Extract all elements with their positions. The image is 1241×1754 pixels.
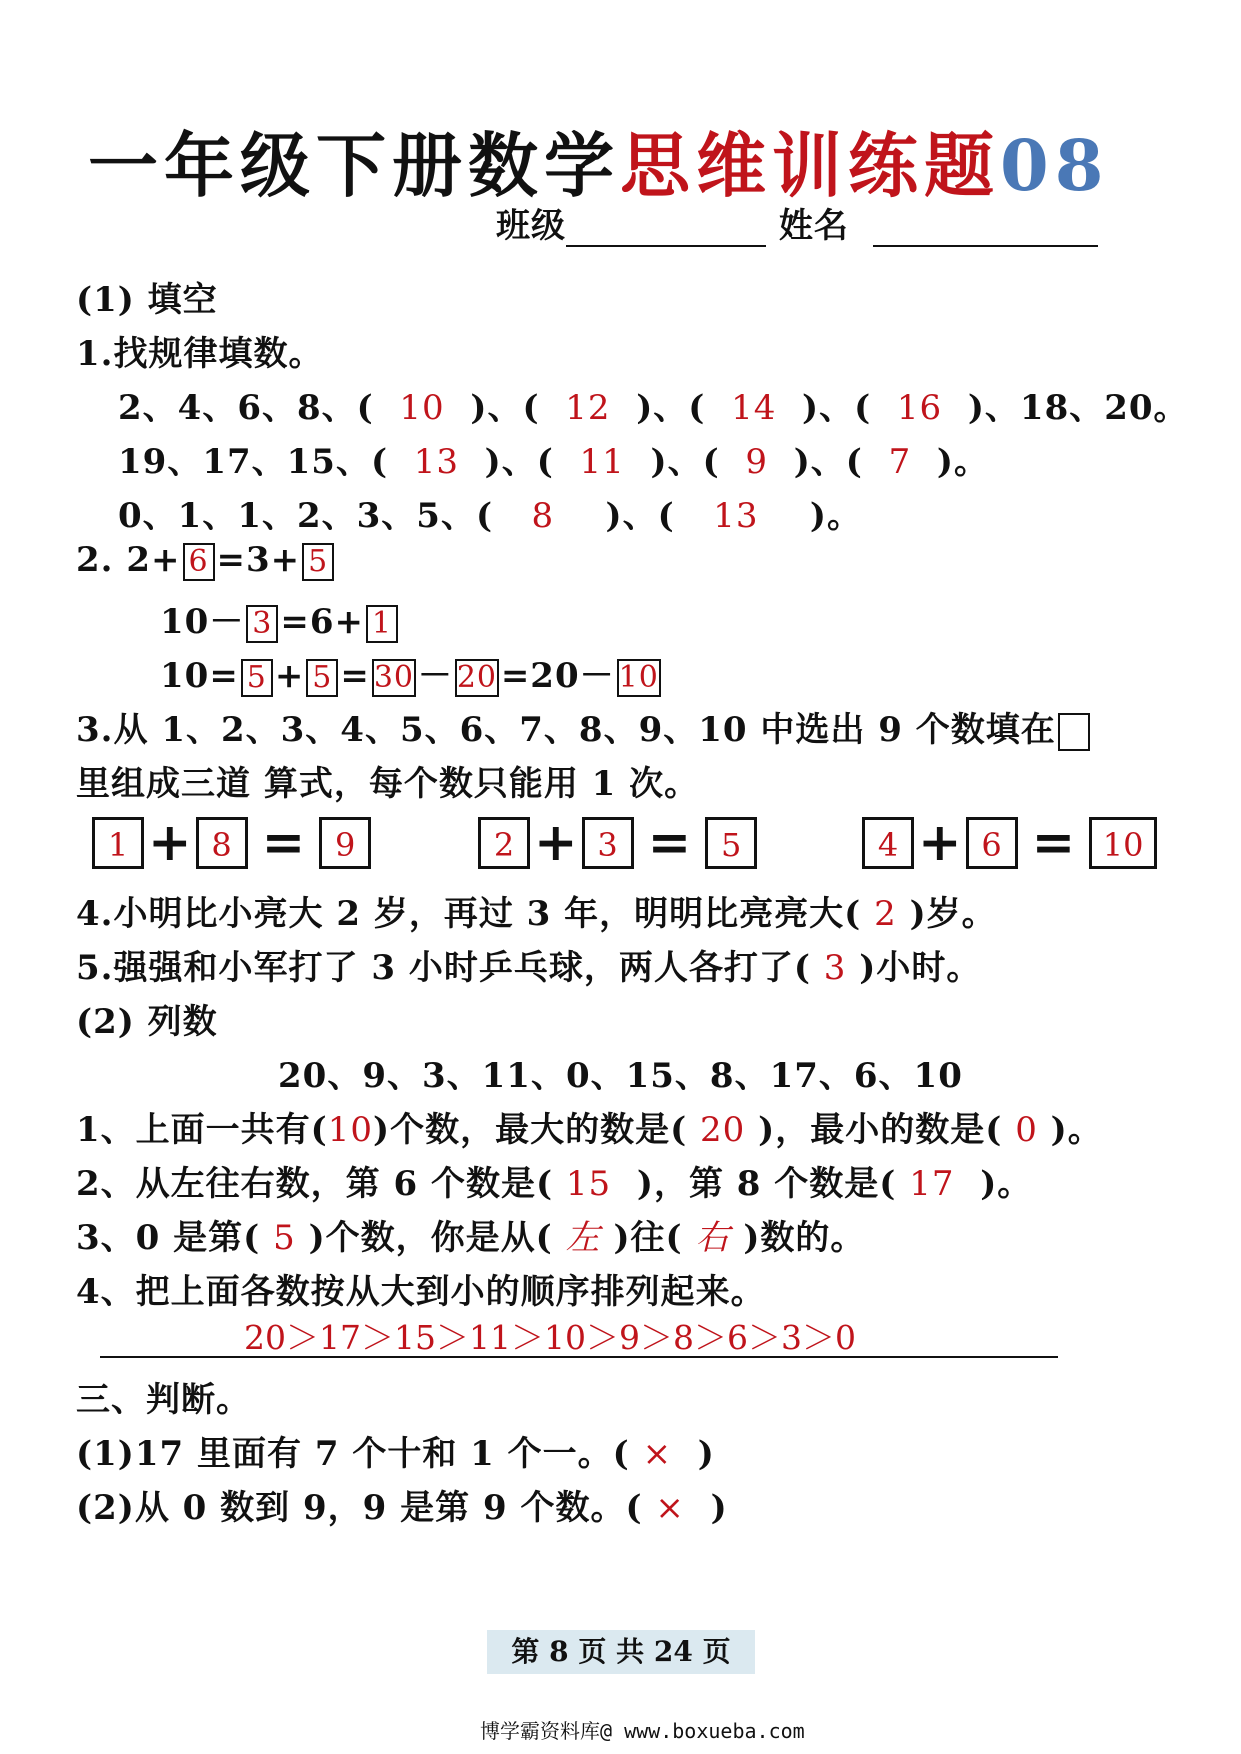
answer-box: 1: [366, 605, 398, 643]
answer-box: 5: [705, 817, 757, 869]
answer-box: 20: [456, 660, 497, 695]
answer-box: 3: [582, 817, 634, 869]
title-main: 一年级下册数学: [88, 124, 620, 207]
answer: 左: [565, 1218, 601, 1258]
equation-row: 2. 2+ 6 =3+ 5: [76, 540, 336, 581]
class-field[interactable]: [566, 211, 766, 247]
equation-row: 10= 5 + 5 = 30 － 20 =20－ 10: [160, 656, 659, 696]
name-field[interactable]: [873, 211, 1098, 247]
answer: 5: [273, 1218, 296, 1258]
question-text: 4.小明比小亮大 2 岁，再过 3 年，明明比亮亮大( 2 )岁。: [76, 894, 997, 934]
class-label: 班级: [496, 206, 566, 246]
sequence-row: 19、17、15、( 13 )、( 11 )、( 9 )、( 7 )。: [118, 442, 989, 482]
question-text: 4、把上面各数按从大到小的顺序排列起来。: [76, 1272, 766, 1312]
answer: 13: [413, 442, 459, 482]
number-list: 20、9、3、11、0、15、8、17、6、10: [278, 1056, 963, 1096]
title-number: 08: [1000, 124, 1110, 207]
page-title: [88, 110, 1109, 211]
judgement-row: (2)从 0 数到 9，9 是第 9 个数。( × ): [76, 1488, 728, 1528]
equation-block: 4 + 6 = 10: [862, 812, 1157, 873]
answer-box: 5: [302, 543, 334, 581]
name-label: 姓名: [778, 206, 849, 246]
answer-box: 4: [862, 817, 914, 869]
answer: 8: [531, 496, 555, 536]
page-number: 第 8 页 共 24 页: [487, 1630, 755, 1674]
sequence-row: 0、1、1、2、3、5、( 8 )、( 13 )。: [118, 496, 862, 536]
answer-box: 2: [478, 817, 530, 869]
question-text: 2、从左往右数，第 6 个数是( 15 )，第 8 个数是( 17 )。: [76, 1164, 1033, 1204]
question-text: 1、上面一共有(10)个数，最大的数是( 20 )，最小的数是( 0 )。: [76, 1110, 1103, 1150]
answer-box: 3: [246, 605, 278, 643]
answer: 11: [579, 442, 625, 482]
answer-box: 1: [92, 817, 144, 869]
answer: 20＞17＞15＞11＞10＞9＞8＞6＞3＞0: [244, 1318, 856, 1357]
question-text: 3、0 是第( 5 )个数，你是从( 左 )往( 右 )数的。: [76, 1218, 866, 1258]
question-title: 1.找规律填数。: [76, 334, 324, 374]
answer-box: 10: [618, 660, 659, 695]
answer-box: 5: [306, 659, 338, 697]
source-credit: 博学霸资料库@ www.boxueba.com: [480, 1719, 805, 1743]
sequence-row: 2、4、6、8、( 10 )、( 12 )、( 14 )、( 16 )、18、20。: [118, 388, 1189, 428]
section-heading: 三、判断。: [76, 1380, 251, 1420]
answer-box: 10: [1089, 817, 1157, 869]
answer-box: 6: [183, 543, 215, 581]
answer: 10: [327, 1110, 374, 1150]
question-text: 里组成三道 算式，每个数只能用 1 次。: [76, 764, 700, 804]
equation-row: 10－ 3 =6+ 1: [160, 594, 400, 643]
answer: 14: [731, 388, 777, 428]
answer: 16: [896, 388, 943, 428]
answer-box: 30: [373, 660, 414, 695]
answer: 10: [399, 388, 445, 428]
answer-box: 9: [319, 817, 371, 869]
cross-mark-icon: ×: [655, 1488, 685, 1528]
answer: 17: [909, 1164, 955, 1204]
answer: 3: [823, 948, 847, 988]
answer-box: 6: [966, 817, 1018, 869]
cross-mark-icon: ×: [642, 1434, 673, 1474]
section-heading: (2) 列数: [76, 1002, 218, 1042]
answer: 20: [700, 1110, 746, 1150]
section-heading: (1) 填空: [76, 280, 218, 320]
answer: 15: [565, 1164, 612, 1204]
answer: 13: [713, 496, 759, 536]
judgement-row: (1)17 里面有 7 个十和 1 个一。( × ): [76, 1434, 715, 1474]
empty-box-icon: [1058, 713, 1090, 751]
answer-box: 8: [196, 817, 248, 869]
question-text: 5.强强和小军打了 3 小时乒乓球，两人各打了( 3 )小时。: [76, 948, 982, 988]
question-text: 3.从 1、2、3、4、5、6、7、8、9、10 中选出 9 个数填在: [76, 702, 1092, 751]
answer: 右: [695, 1218, 731, 1258]
answer: 0: [1015, 1110, 1038, 1150]
equation-block: 1 + 8 = 9: [92, 812, 371, 873]
student-info: [496, 198, 1098, 247]
title-highlight: 思维训练题: [620, 124, 1000, 207]
answer-box: 5: [241, 659, 273, 697]
equation-block: 2 + 3 = 5: [478, 812, 757, 873]
answer: 9: [745, 442, 769, 482]
answer: 7: [888, 442, 912, 482]
answer: 2: [874, 894, 897, 934]
answer: 12: [565, 388, 611, 428]
